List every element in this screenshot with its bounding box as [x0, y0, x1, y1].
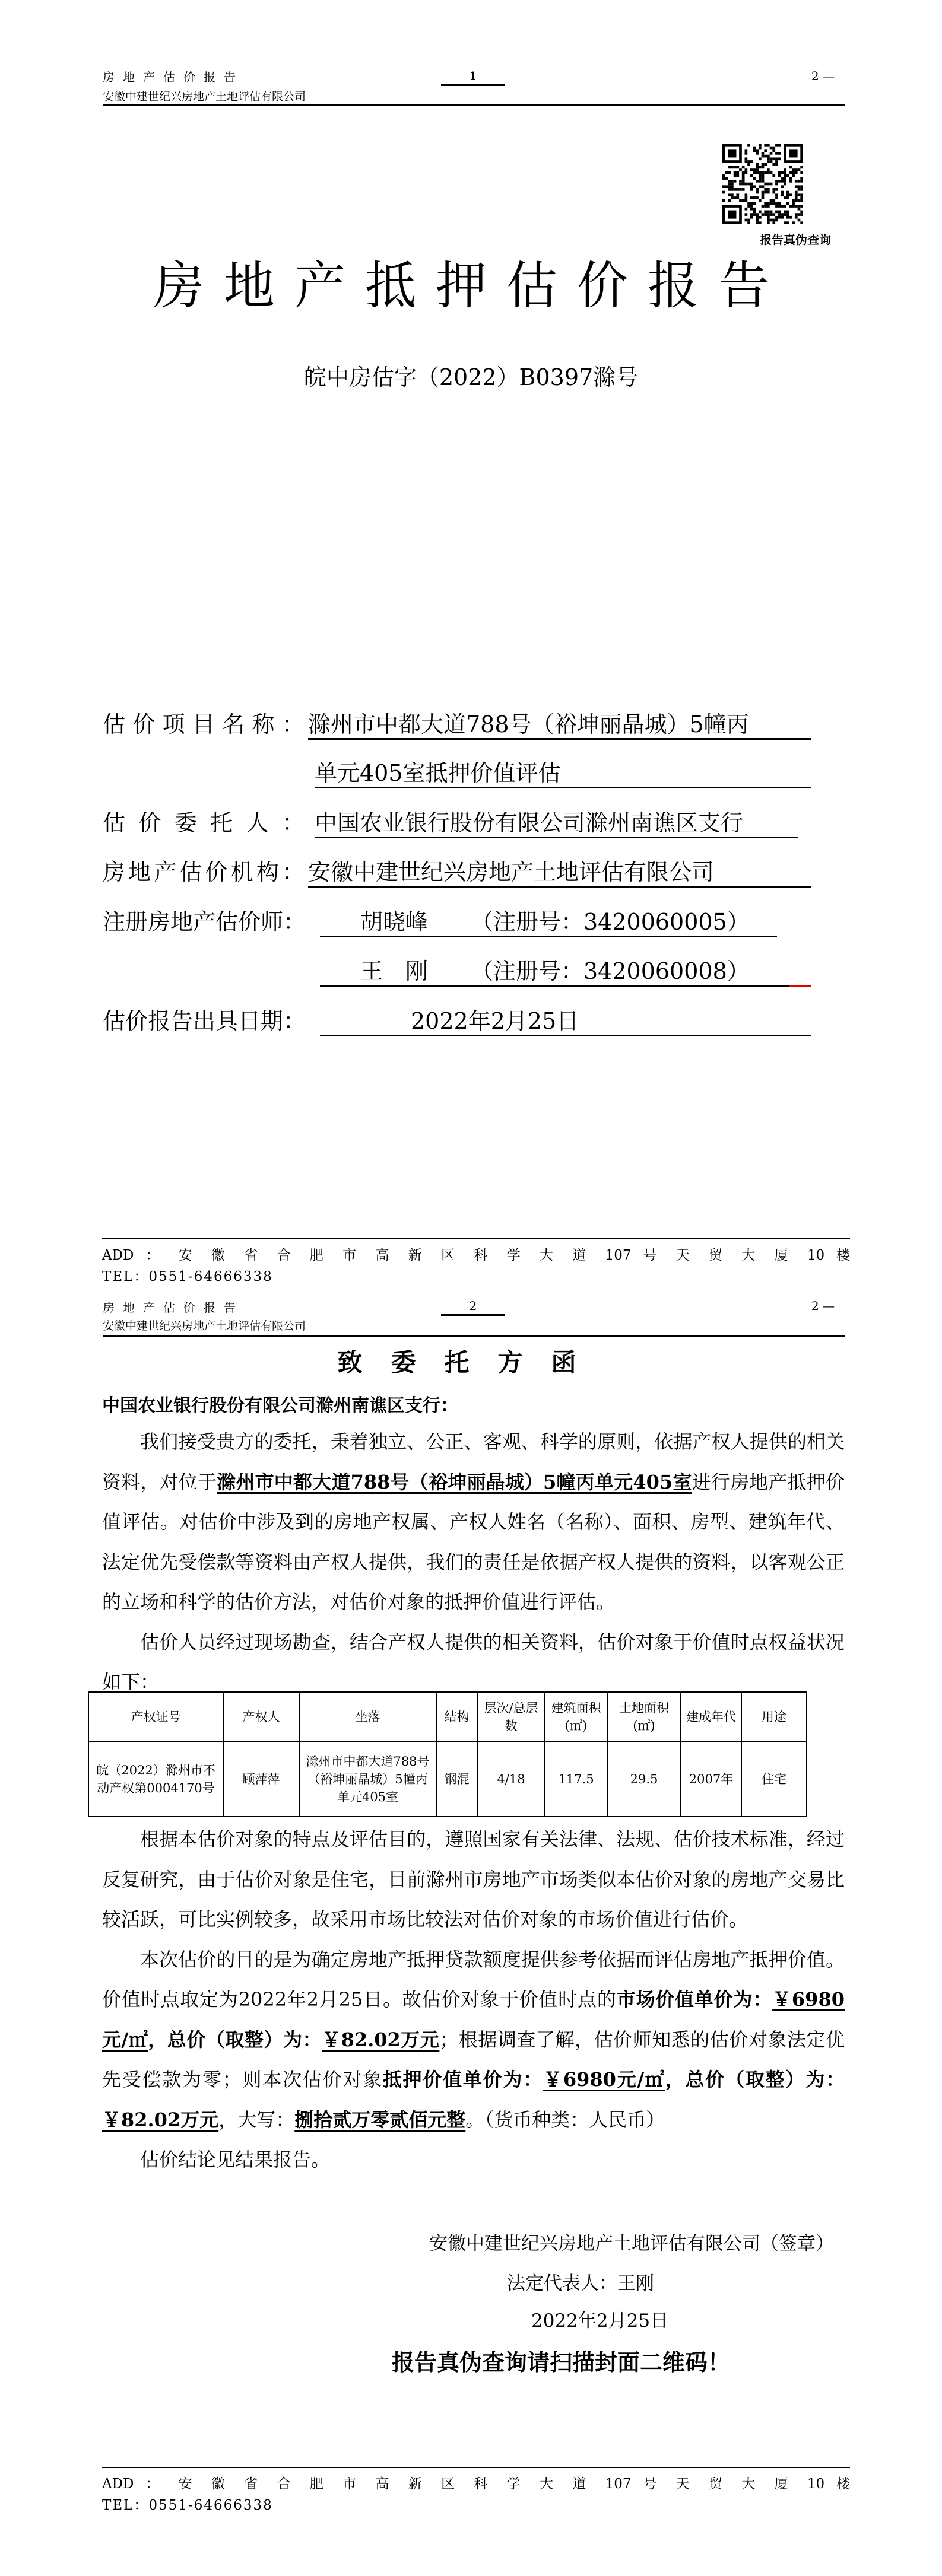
footer-rule	[102, 2467, 850, 2468]
th-floor: 层次/总层数	[477, 1692, 545, 1742]
text: 市场价值单价为：	[616, 1988, 773, 2011]
th-structure: 结构	[436, 1692, 477, 1742]
th-location: 坐落	[299, 1692, 436, 1742]
table-header-row	[88, 1692, 807, 1742]
letter-addressee: 中国农业银行股份有限公司滁州南谯区支行：	[102, 1395, 458, 1416]
header-rule	[103, 104, 845, 106]
letter-body-bottom	[102, 1820, 845, 2180]
th-year-built: 建成年代	[681, 1692, 741, 1742]
text: 抵押价值单价为：	[382, 2068, 544, 2091]
market-total-price: ￥82.02万元	[322, 2028, 440, 2051]
paragraph-valuation	[102, 1940, 845, 2141]
header-report-type: 房地产估价报告	[103, 70, 244, 84]
cell-year-built: 2007年	[681, 1742, 741, 1817]
page-total: 2 —	[811, 1299, 835, 1313]
footer-address: ADD ： 安 徽 省 合 肥 市 高 新 区 科 学 大 道 107 号 天 贸 大 厦 10 楼	[102, 1248, 850, 1263]
client-label: 估价委托人：	[103, 810, 305, 836]
appraiser-1-reg: （注册号：3420060005）	[471, 909, 750, 935]
date-line	[320, 1007, 811, 1036]
legal-representative: 法定代表人：王刚	[507, 2273, 654, 2294]
cell-cert-no: 皖（2022）滁州市不动产权第0004170号	[88, 1742, 223, 1817]
mortgage-unit-price: ￥6980元/㎡	[543, 2068, 665, 2091]
cell-usage: 住宅	[741, 1742, 807, 1817]
date-label: 估价报告出具日期：	[103, 1008, 306, 1034]
footer-tel: TEL：0551-64666338	[102, 1269, 273, 1284]
appraiser-1-line	[320, 908, 777, 937]
appraiser-label: 注册房地产估价师：	[103, 909, 306, 935]
property-address: 滁州市中都大道788号（裕坤丽晶城）5幢丙单元405室	[217, 1470, 692, 1493]
footer-tel: TEL：0551-64666338	[102, 2498, 273, 2513]
th-land-area: 土地面积(㎡)	[607, 1692, 681, 1742]
text: 我们接受贵方的委托，秉着独立、公正、客观、科学的原则，依据产权人提供的相关资料，对位于	[102, 1430, 845, 1493]
paragraph-survey: 估价人员经过现场勘查，结合产权人提供的相关资料，估价对象于价值时点权益状况如下：	[102, 1630, 845, 1693]
page-number: 2	[441, 1299, 505, 1316]
cell-floor: 4/18	[477, 1742, 545, 1817]
cell-owner: 顾萍萍	[223, 1742, 299, 1817]
header-company: 安徽中建世纪兴房地产土地评估有限公司	[103, 90, 306, 103]
footer-address: ADD ： 安 徽 省 合 肥 市 高 新 区 科 学 大 道 107 号 天 贸 大 厦 10 楼	[102, 2476, 850, 2492]
agency-label: 房地产估价机构：	[103, 859, 305, 885]
th-usage: 用途	[741, 1692, 807, 1742]
letter-title: 致委托方函	[337, 1348, 605, 1377]
header-rule	[103, 1335, 845, 1337]
cell-structure: 钢混	[436, 1742, 477, 1817]
date-value: 2022年2月25日	[411, 1008, 579, 1034]
appraiser-2-underline	[320, 985, 789, 987]
page-number: 1	[441, 69, 505, 86]
paragraph-entrustment	[102, 1422, 845, 1623]
amount-in-words: 捌拾贰万零贰佰元整	[294, 2108, 466, 2131]
th-building-area: 建筑面积(㎡)	[545, 1692, 607, 1742]
paragraph-method: 根据本估价对象的特点及评估目的，遵照国家有关法律、法规、估价技术标准，经过反复研究，由于估价对象是住宅，目前滁州市房地产市场类似本估价对象的房地产交易比较活跃，可比实例较多，故采用市场比较法对估价对象的市场价值进行估价。	[102, 1828, 845, 1931]
text: ；根据调查了解，估价师知悉的估价对象法定优先受偿款为零；则本次估价对象	[102, 2028, 845, 2091]
agency-value: 安徽中建世纪兴房地产土地评估有限公司	[308, 858, 811, 888]
appraiser-1-name: 胡晓峰	[360, 909, 429, 935]
text: 。（货币种类：人民币）	[465, 2108, 665, 2131]
cell-building-area: 117.5	[545, 1742, 607, 1817]
verify-note: 报告真伪查询请扫描封面二维码！	[392, 2349, 731, 2375]
text: 本次估价的目的是为确定房地产抵押贷款额度提供参考依据而评估房地产抵押价值。价值时点取定为2022年2月25日。故估价对象于价值时点的	[102, 1948, 845, 2011]
cell-land-area: 29.5	[607, 1742, 681, 1817]
cell-location: 滁州市中都大道788号（裕坤丽晶城）5幢丙单元405室	[299, 1742, 436, 1817]
text: ，总价（取整）为：	[665, 2068, 845, 2091]
market-unit-price: ￥6980元/㎡	[102, 1988, 845, 2051]
text: 进行房地产抵押价值评估。对估价中涉及到的房地产权属、产权人姓名（名称）、面积、房型、建筑年代、法定优先受偿款等资料由产权人提供，我们的责任是依据产权人提供的资料，以客观公正的立场和科学的估价方法，对估价对象的抵押价值进行评估。	[102, 1470, 845, 1613]
text: ，大写：	[218, 2108, 295, 2131]
report-number: 皖中房估字（2022）B0397滁号	[303, 364, 639, 390]
report-title: 房地产抵押估价报告	[153, 256, 789, 316]
appraiser-2-name: 王 刚	[360, 958, 429, 984]
footer-rule	[102, 1238, 850, 1239]
mortgage-total-price: ￥82.02万元	[102, 2108, 219, 2131]
page-total: 2 —	[811, 69, 835, 83]
qr-caption: 报告真伪查询	[760, 233, 831, 247]
qr-code-icon[interactable]	[722, 144, 803, 224]
signature-company: 安徽中建世纪兴房地产土地评估有限公司（签章）	[429, 2233, 834, 2254]
signature-date: 2022年2月25日	[531, 2310, 669, 2332]
appraiser-2-line	[320, 958, 811, 985]
property-table	[88, 1691, 807, 1817]
header-company: 安徽中建世纪兴房地产土地评估有限公司	[103, 1319, 306, 1332]
project-value-line1: 滁州市中都大道788号（裕坤丽晶城）5幢丙	[308, 711, 811, 740]
appraiser-2-reg: （注册号：3420060008）	[471, 958, 750, 984]
text: ，总价（取整）为：	[148, 2028, 322, 2051]
paragraph-conclusion: 估价结论见结果报告。	[140, 2148, 331, 2171]
project-label: 估价项目名称：	[103, 711, 305, 737]
letter-body-top	[102, 1422, 845, 1703]
header-report-type: 房地产估价报告	[103, 1300, 244, 1315]
th-owner: 产权人	[223, 1692, 299, 1742]
table-row	[88, 1742, 807, 1817]
appraiser-2-underline-red	[789, 985, 811, 987]
th-cert-no: 产权证号	[88, 1692, 223, 1742]
client-value: 中国农业银行股份有限公司滁州南谯区支行	[315, 809, 798, 838]
project-value-line2: 单元405室抵押价值评估	[315, 759, 811, 788]
